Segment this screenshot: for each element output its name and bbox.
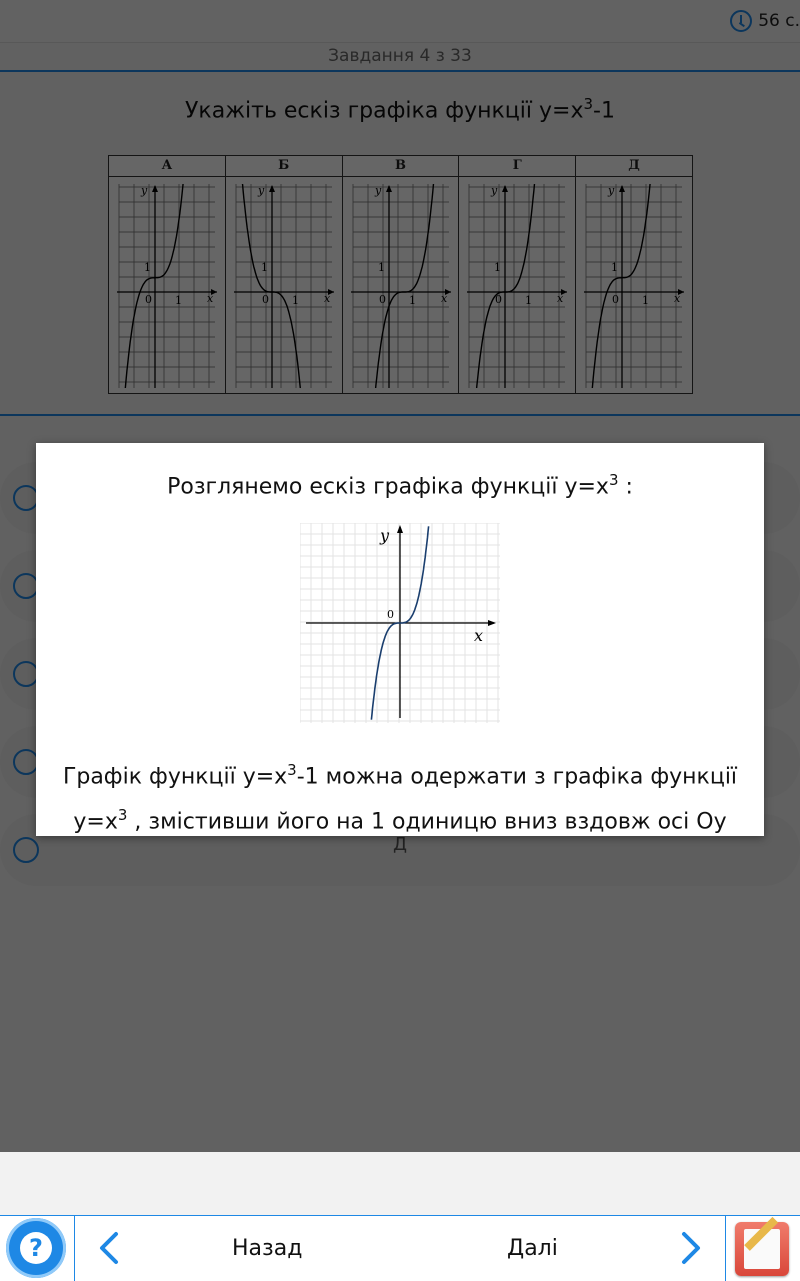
help-button[interactable] xyxy=(0,1216,75,1281)
back-button[interactable]: Назад xyxy=(232,1236,303,1261)
graph-label: y xyxy=(380,526,390,545)
next-button[interactable]: Далі xyxy=(507,1236,558,1261)
help-icon: ? xyxy=(6,1218,66,1278)
dialog-explanation: Графік функції $y=x^3-1$ можна одержати з графіка функції $y=x^3$ , змістивши його на 1 одиницю вниз вздовж осі Oy xyxy=(62,761,738,835)
notepad-icon xyxy=(735,1222,789,1276)
notes-button[interactable] xyxy=(725,1216,800,1281)
graph-label: x xyxy=(474,626,484,645)
dialog-title: Розглянемо ескіз графіка функції $y=x^3$ : xyxy=(167,471,633,500)
cubic-graph xyxy=(300,523,500,723)
chevron-left-icon[interactable] xyxy=(92,1230,128,1266)
graph-label: 0 xyxy=(387,608,394,621)
explanation-dialog xyxy=(36,443,764,836)
bottom-nav-bar xyxy=(0,1215,800,1281)
chevron-right-icon[interactable] xyxy=(672,1230,708,1266)
